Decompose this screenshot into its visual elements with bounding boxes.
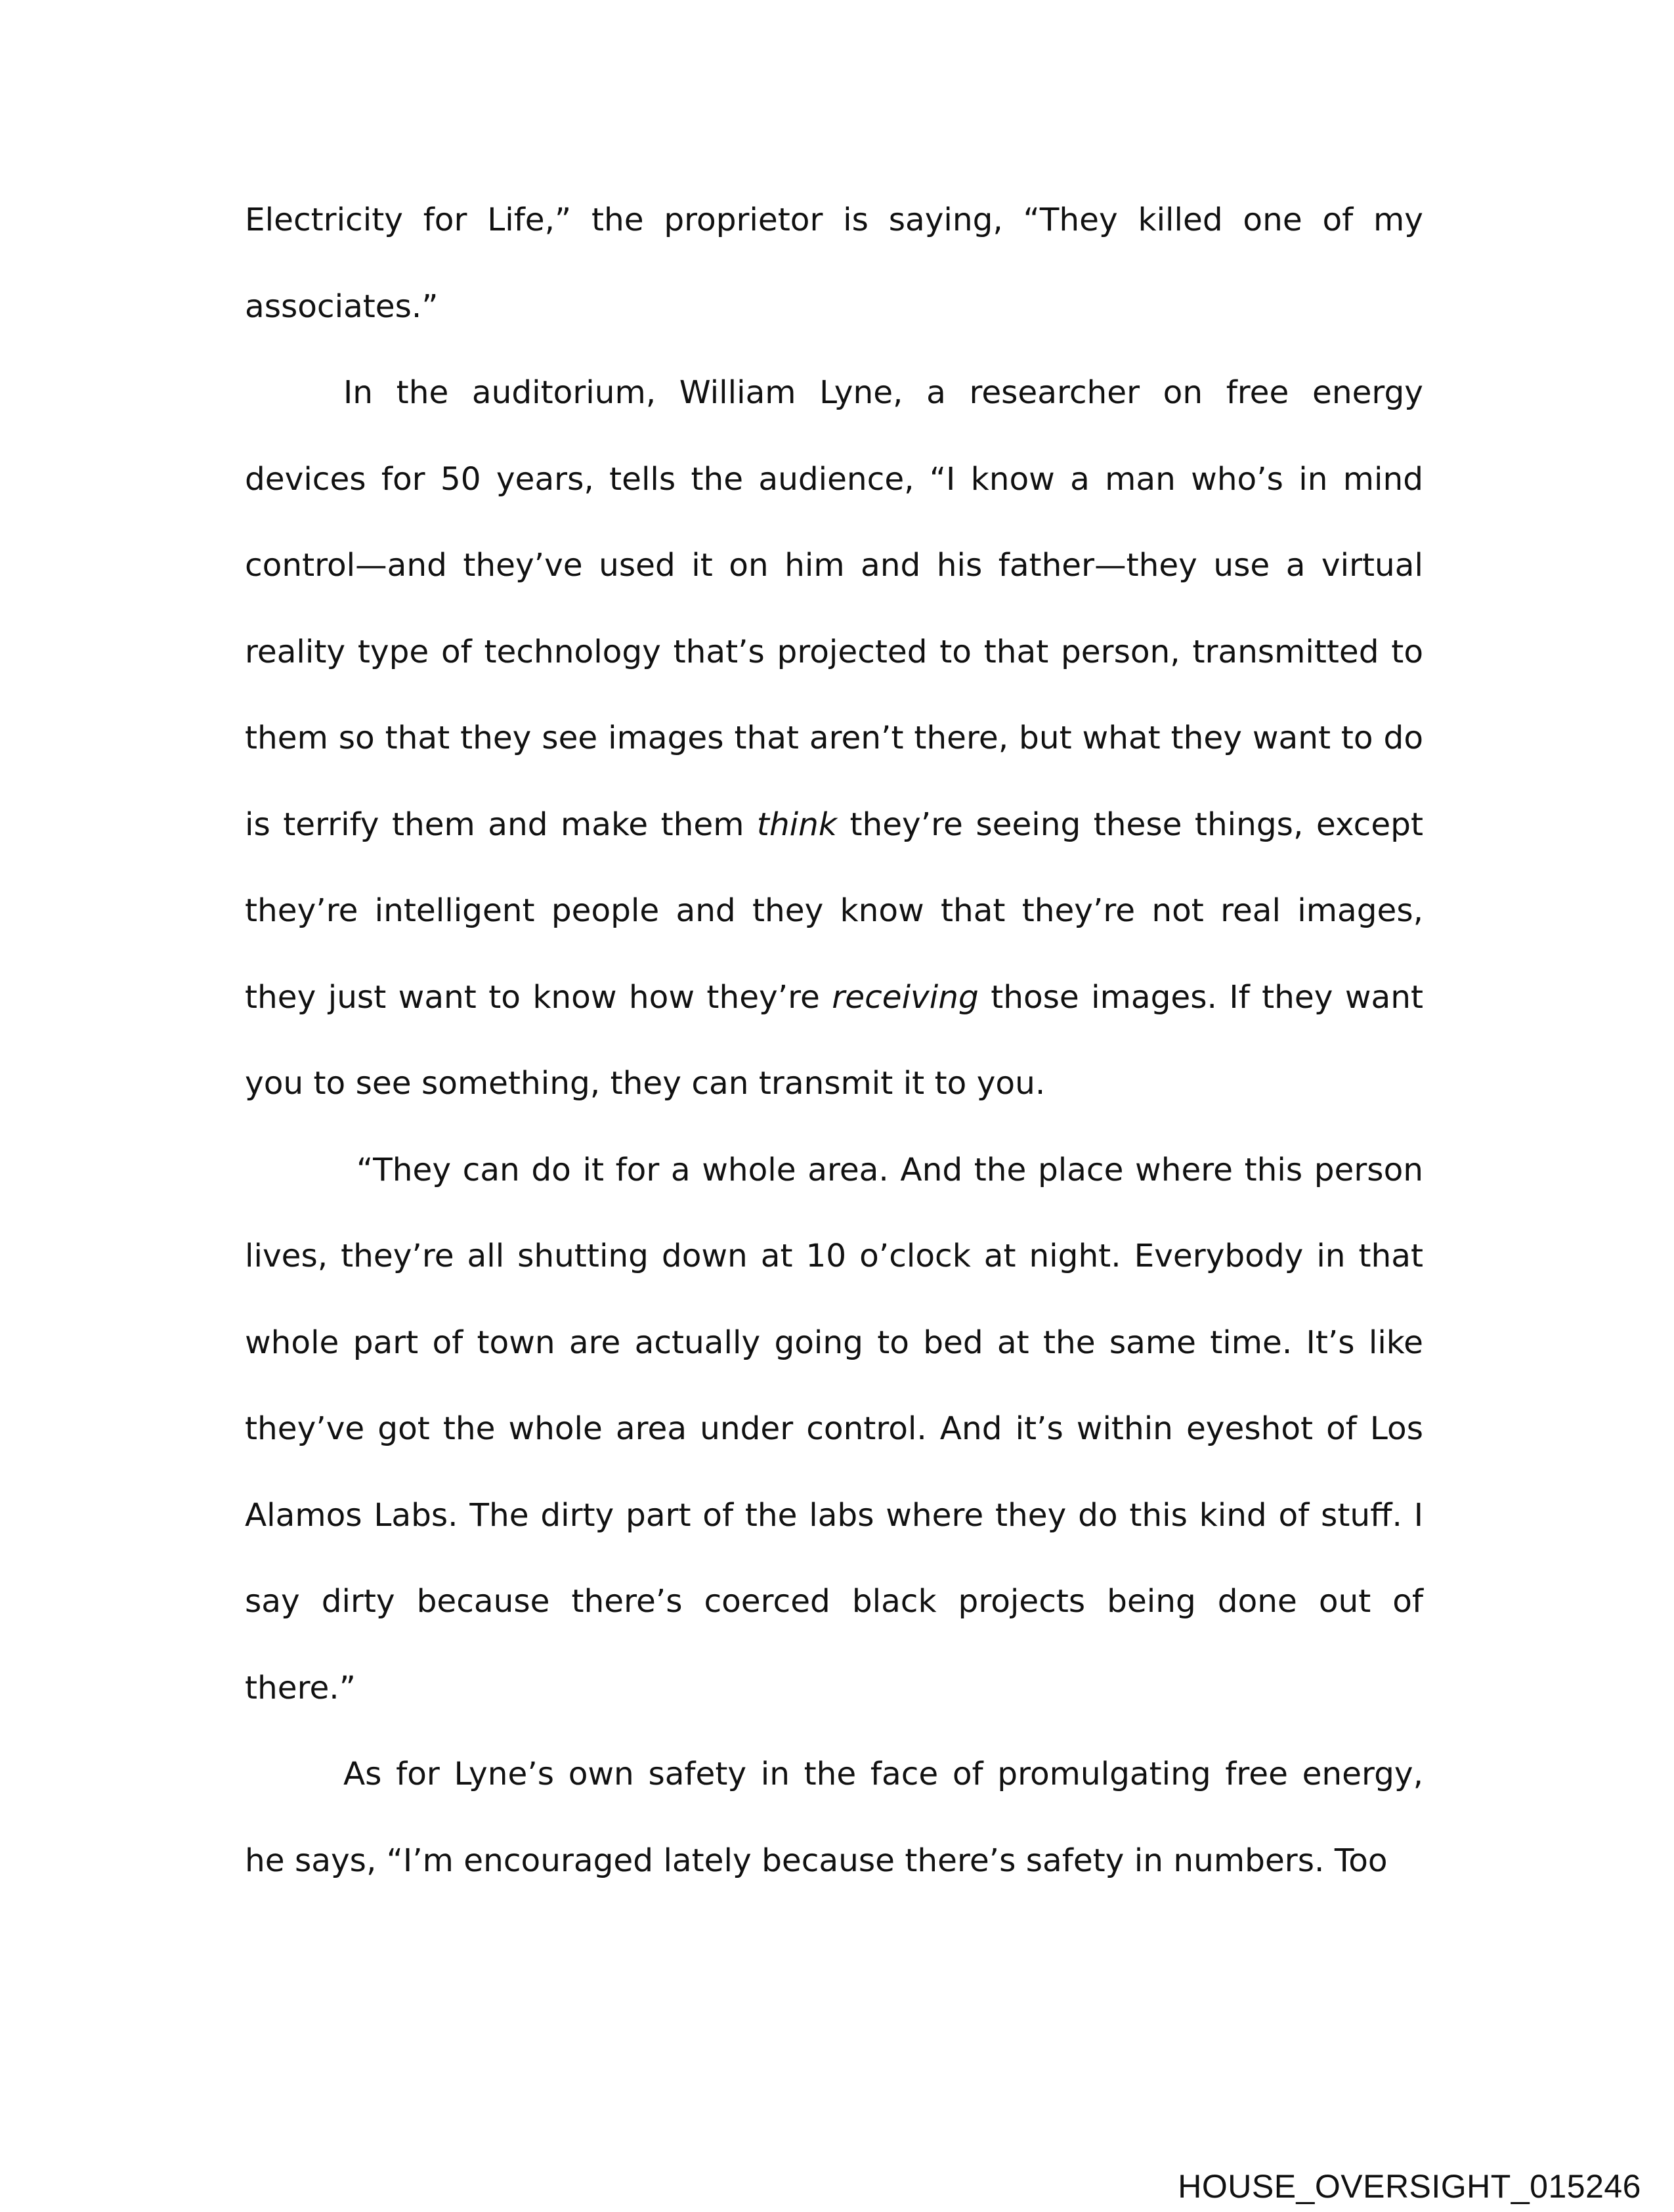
paragraph-text: those images. If they want you to see something, they can transmit it to you. xyxy=(245,978,1424,1102)
paragraph-area-control xyxy=(245,1127,1423,1732)
paragraph-text: “They can do it for a whole area. And the place where this person lives, they’re all shutting down at 10 o’clock at night. Everybody in that whole part of town are actually going to bed at the same time. It’s like they’ve got the whole area under control. And it’s within eyeshot of Los Alamos Labs. The dirty part of the labs where they do this kind of stuff. I say dirty because there’s coerced black projects being done out of there.” xyxy=(245,1151,1423,1706)
paragraph-lyne-quote xyxy=(245,350,1423,1127)
paragraph-text: As for Lyne’s own safety in the face of promulgating free energy, he says, “I’m encouraged lately because there’s safety in numbers. Too xyxy=(245,1756,1423,1879)
paragraph-text: Electricity for Life,” the proprietor is saying, “They killed one of my associates.” xyxy=(245,202,1423,325)
paragraph-text: they’re seeing these things, except they’re intelligent people and they know that they’re not real images, they just want to know how they’re xyxy=(245,806,1423,1016)
bates-number: HOUSE_OVERSIGHT_015246 xyxy=(1178,2168,1641,2205)
paragraph-safety xyxy=(245,1731,1423,1904)
body-text xyxy=(245,177,1423,1904)
emphasis-think: think xyxy=(756,806,837,843)
paragraph-text: In the auditorium, William Lyne, a researcher on free energy devices for 50 years, tells the audience, “I know a man who’s in mind control—and they’ve used it on him and his father—they use a virtual reality type of technology that’s projected to that person, transmitted to them so that they see images that aren’t there, but what they want to do is terrify them and make them xyxy=(245,374,1423,843)
emphasis-receiving: receiving xyxy=(832,978,979,1016)
paragraph-continuation xyxy=(245,177,1423,350)
